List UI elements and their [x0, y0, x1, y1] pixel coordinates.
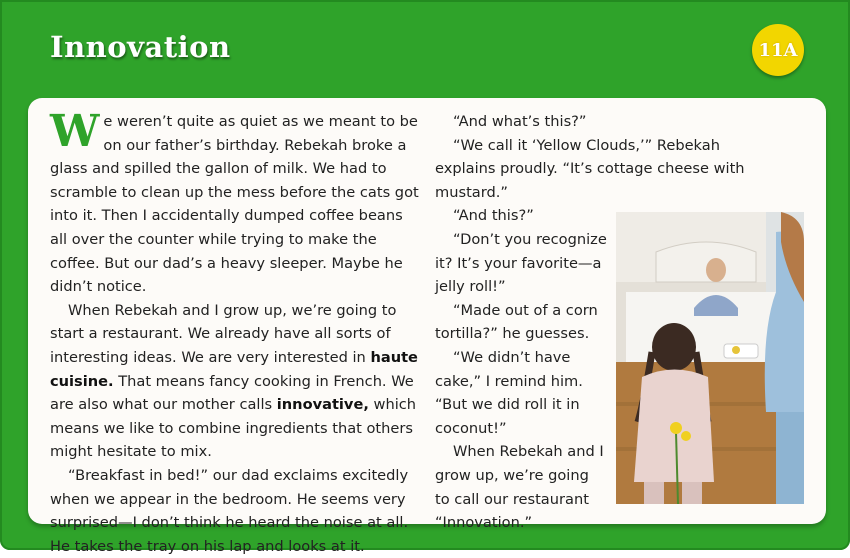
page-title: Innovation	[50, 30, 231, 64]
story-paragraph: “We call it ‘Yellow Clouds,’” Rebekah explains proudly. “It’s cottage cheese with mustard.”	[435, 136, 745, 201]
lesson-number-label: 11A	[758, 39, 798, 61]
lesson-number-badge	[752, 24, 804, 76]
vocab-term: innovative,	[276, 396, 369, 414]
story-paragraph: “And this?”	[453, 207, 534, 225]
story-paragraph: When Rebekah and I grow up, we’re going to call our restaurant “Innovation.”	[435, 443, 604, 532]
story-paragraph: When Rebekah and I grow up, we’re going to start a restaurant. We already have all sorts of interesting ideas. We are very interested in haute cuisine. That means fancy cooking in French. We are also what our mother calls innovative, which means we like to combine ingredients that others might hesitate to mix.	[50, 301, 418, 461]
breakfast-in-bed-photo	[616, 212, 804, 504]
vocab-term: haute cuisine.	[50, 348, 418, 390]
story-paragraph: “Don’t you recognize it? It’s your favorite—a jelly roll!”	[435, 230, 607, 296]
story-column-left	[50, 106, 420, 558]
story-paragraph: We weren’t quite as quiet as we meant to be on our father’s birthday. Rebekah broke a glass and spilled the gallon of milk. We had to scramble to clean up the mess before the cats got into it. Then I accidentally dumped coffee beans all over the counter while trying to make the coffee. But our dad’s a heavy sleeper. Maybe he didn’t notice.	[50, 106, 419, 296]
drop-cap: W	[50, 106, 100, 157]
story-paragraph: “Breakfast in bed!” our dad exclaims excitedly when we appear in the bedroom. He seems very surprised—I don’t think he heard the noise at all. He takes the tray on his lap and looks at it.	[50, 466, 409, 555]
story-paragraph: “Made out of a corn tortilla?” he guesses.	[435, 301, 598, 343]
story-paragraph: “We didn’t have cake,” I remind him. “But we did roll it in coconut!”	[435, 348, 583, 437]
story-paragraph: “And what’s this?”	[453, 113, 587, 130]
